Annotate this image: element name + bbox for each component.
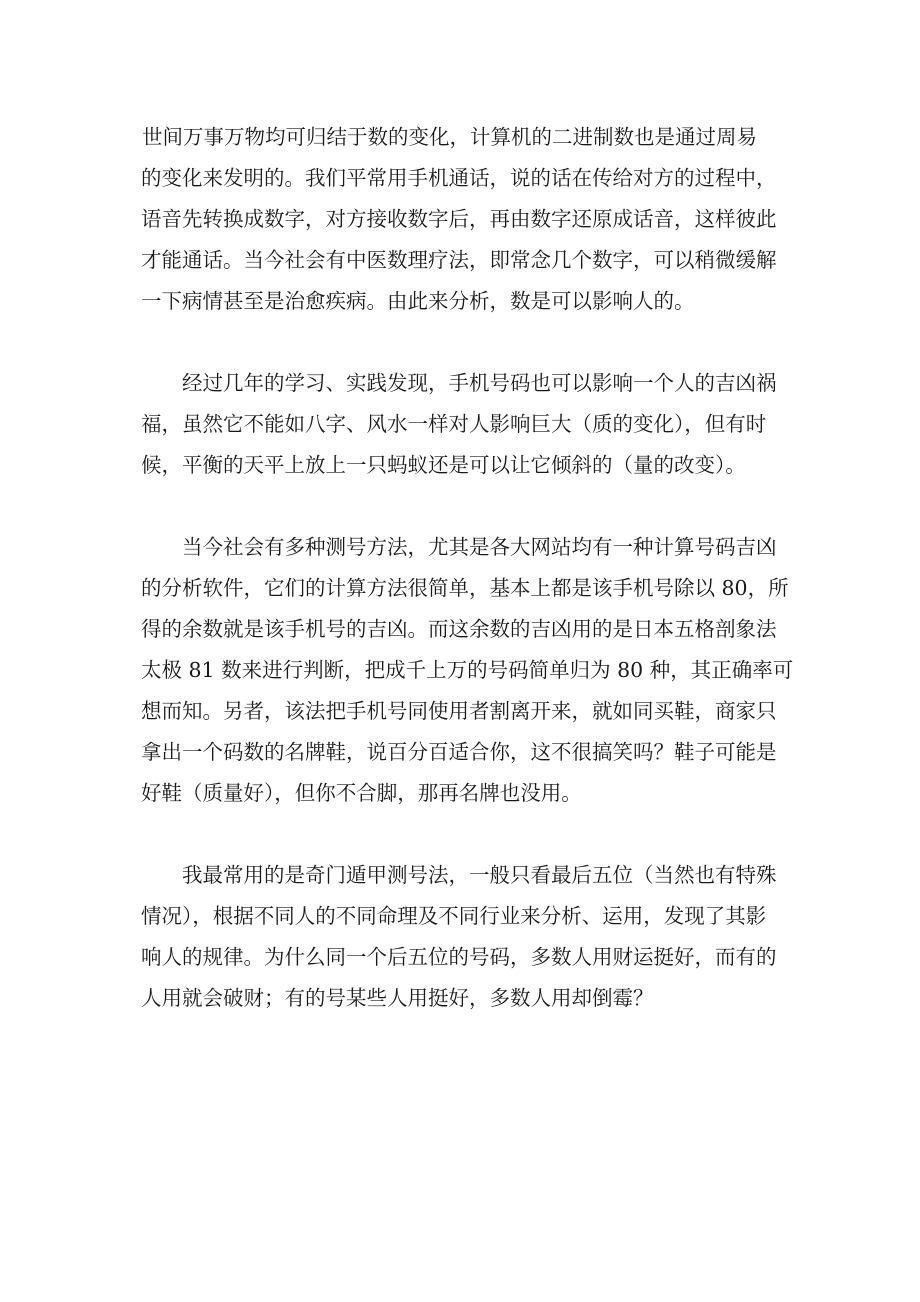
- paragraph-line: 福，虽然它不能如八字、风水一样对人影响巨大（质的变化），但有时: [141, 412, 767, 436]
- paragraph-line: 拿出一个码数的名牌鞋，说百分百适合你，这不很搞笑吗？鞋子可能是: [141, 740, 777, 764]
- paragraph-line: 的变化来发明的。我们平常用手机通话，说的话在传给对方的过程中，: [141, 166, 777, 190]
- paragraph-line: 太极 81 数来进行判断，把成千上万的号码简单归为 80 种，其正确率可: [141, 658, 794, 682]
- paragraph-line: 语音先转换成数字，对方接收数字后，再由数字还原成话音，这样彼此: [141, 207, 777, 231]
- paragraph-line: 得的余数就是该手机号的吉凶。而这余数的吉凶用的是日本五格剖象法: [141, 617, 777, 641]
- paragraph-line: 想而知。另者，该法把手机号同使用者割离开来，就如同买鞋，商家只: [141, 699, 777, 723]
- paragraph-line: 人用就会破财；有的号某些人用挺好，多数人用却倒霉？: [141, 986, 654, 1010]
- paragraph-line: 好鞋（质量好），但你不合脚，那再名牌也没用。: [141, 781, 582, 805]
- paragraph-2: [141, 363, 786, 486]
- paragraph-line: 响人的规律。为什么同一个后五位的号码，多数人用财运挺好，而有的: [141, 945, 777, 969]
- paragraph-line: 情况），根据不同人的不同命理及不同行业来分析、运用，发现了其影: [141, 904, 767, 928]
- paragraph-line: 世间万事万物均可归结于数的变化，计算机的二进制数也是通过周易: [142, 125, 757, 149]
- paragraph-line: 才能通话。当今社会有中医数理疗法，即常念几个数字，可以稍微缓解: [141, 248, 777, 272]
- paragraph-line: 当今社会有多种测号方法，尤其是各大网站均有一种计算号码吉凶: [182, 535, 777, 559]
- document-body: [141, 117, 794, 1019]
- paragraph-line: 候，平衡的天平上放上一只蚂蚁还是可以让它倾斜的（量的改变）。: [141, 453, 746, 477]
- paragraph-line: 的分析软件，它们的计算方法很简单，基本上都是该手机号除以 80，所: [141, 576, 789, 600]
- paragraph-1: [141, 117, 786, 322]
- paragraph-line: 经过几年的学习、实践发现，手机号码也可以影响一个人的吉凶祸: [182, 371, 777, 395]
- paragraph-4: [141, 855, 786, 1019]
- paragraph-3: [141, 527, 794, 814]
- paragraph-line: 一下病情甚至是治愈疾病。由此来分析，数是可以影响人的。: [141, 289, 695, 313]
- paragraph-line: 我最常用的是奇门遁甲测号法，一般只看最后五位（当然也有特殊: [182, 863, 777, 887]
